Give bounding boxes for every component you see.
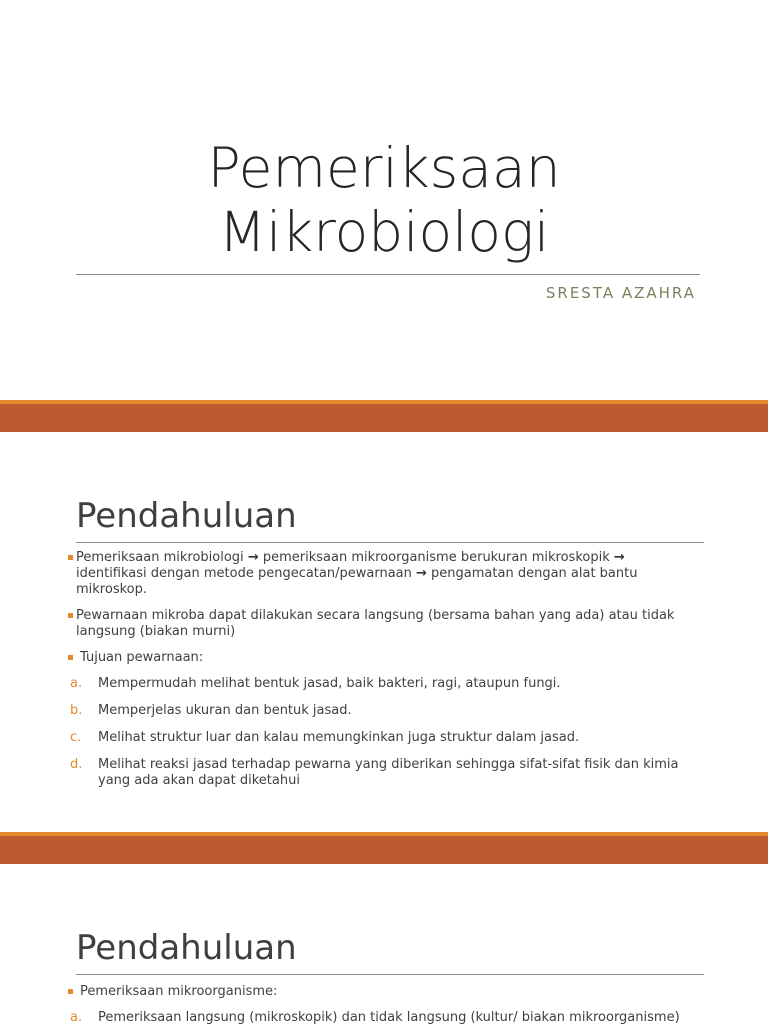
list-letter: a. <box>70 676 83 691</box>
title-slide <box>0 0 768 400</box>
list-letter: c. <box>70 730 82 745</box>
bullet-item <box>68 650 688 666</box>
slide-separator <box>0 400 768 432</box>
list-item-text: Memperjelas ukuran dan bentuk jasad. <box>98 703 352 718</box>
presentation-title <box>0 136 768 264</box>
bullet-text: identifikasi dengan metode pengecatan/pewarnaan <box>76 566 412 581</box>
bullet-item <box>68 608 688 640</box>
separator-accent-line <box>0 400 768 404</box>
section-heading: Pendahuluan <box>76 928 297 968</box>
title-line-1: Pemeriksaan <box>207 136 561 200</box>
bullet-item <box>68 984 688 1000</box>
list-item-text: Pemeriksaan langsung (mikroskopik) dan tidak langsung (kultur/ biakan mikroorganisme) <box>98 1010 680 1024</box>
bullet-item <box>68 550 688 598</box>
bullet-text: Pemeriksaan mikroorganisme: <box>80 984 278 999</box>
title-divider <box>76 274 700 275</box>
content-slide-2 <box>0 864 768 1024</box>
list-item <box>68 1010 688 1024</box>
list-item-text: Mempermudah melihat bentuk jasad, baik bakteri, ragi, ataupun fungi. <box>98 676 561 691</box>
slide-body <box>68 550 688 800</box>
square-bullet-icon <box>68 555 73 560</box>
list-letter: d. <box>70 757 83 772</box>
bullet-text: pengamatan dengan alat bantu mikroskop. <box>76 566 638 597</box>
arrow-right-icon: → <box>247 550 259 565</box>
list-item-text: Melihat reaksi jasad terhadap pewarna yang diberikan sehingga sifat-sifat fisik dan kimia yang ada akan dapat diketahui <box>98 757 679 788</box>
slide-body <box>68 984 688 1024</box>
bullet-text: Pewarnaan mikroba dapat dilakukan secara langsung (bersama bahan yang ada) atau tidak langsung (biakan murni) <box>76 608 675 639</box>
square-bullet-icon <box>68 989 73 994</box>
author-subtitle: SRESTA AZAHRA <box>545 284 696 302</box>
list-item <box>68 730 688 746</box>
heading-divider <box>76 542 704 543</box>
title-line-2: Mikrobiologi <box>218 200 550 264</box>
arrow-right-icon: → <box>416 566 427 581</box>
list-item <box>68 676 688 692</box>
list-letter: b. <box>70 703 83 718</box>
square-bullet-icon <box>68 613 73 618</box>
square-bullet-icon <box>68 655 73 660</box>
section-heading: Pendahuluan <box>76 496 297 536</box>
separator-accent-line <box>0 832 768 836</box>
bullet-text: Tujuan pewarnaan: <box>80 650 204 665</box>
list-item <box>68 703 688 719</box>
arrow-right-icon: → <box>613 550 625 565</box>
list-item-text: Melihat struktur luar dan kalau memungkinkan juga struktur dalam jasad. <box>98 730 580 745</box>
slide-separator <box>0 832 768 864</box>
content-slide-1 <box>0 432 768 832</box>
heading-divider <box>76 974 704 975</box>
list-letter: a. <box>70 1010 83 1024</box>
list-item <box>68 757 688 789</box>
bullet-text: pemeriksaan mikroorganisme berukuran mikroskopik <box>258 550 610 565</box>
bullet-text: Pemeriksaan mikrobiologi <box>76 550 244 565</box>
